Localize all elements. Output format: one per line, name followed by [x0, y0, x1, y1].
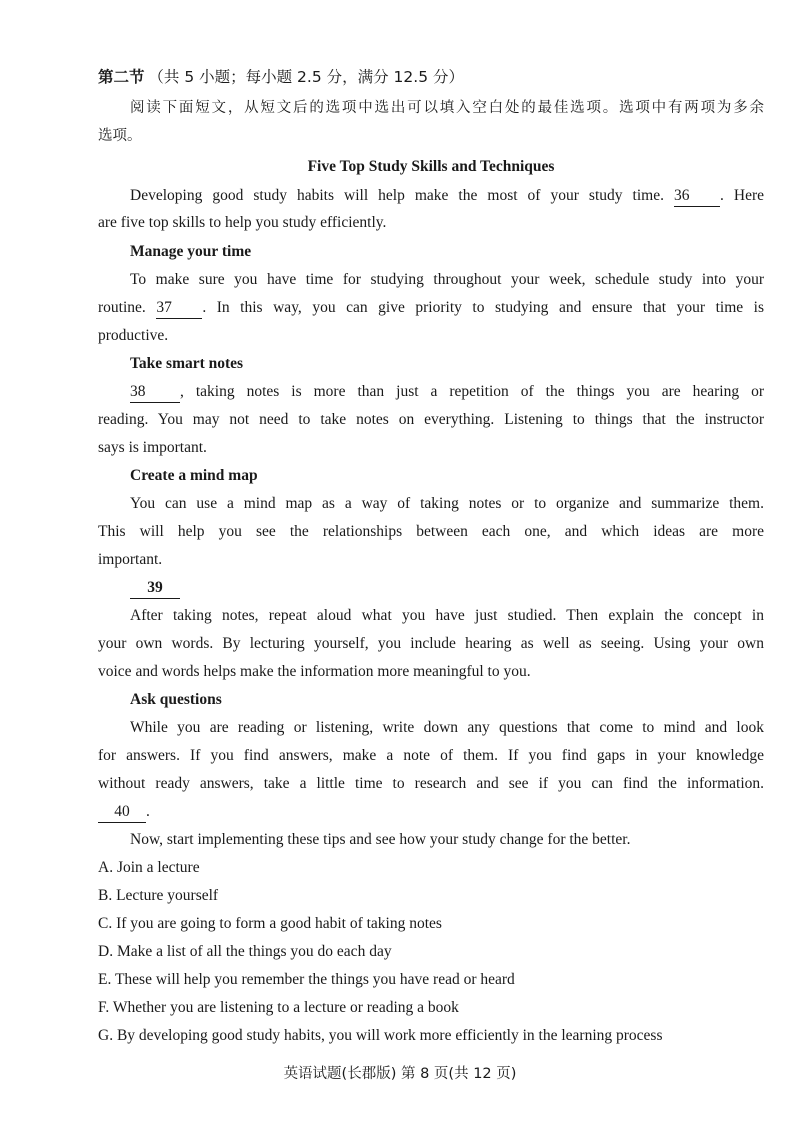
option-e: E. These will help you remember the things you have read or heard	[98, 971, 515, 988]
option-g: G. By developing good study habits, you will work more efficiently in the learning process	[98, 1027, 663, 1044]
option-d: D. Make a list of all the things you do each day	[98, 943, 392, 960]
para3-line-1: You can use a mind map as a way of taking notes or to organize and summarize them.	[130, 495, 764, 512]
para5-line-3: without ready answers, take a little time to research and see if you can find the information.	[98, 775, 764, 792]
instructions-line-1: 阅读下面短文，从短文后的选项中选出可以填入空白处的最佳选项。选项中有两项为多余	[130, 100, 764, 116]
passage-title: Five Top Study Skills and Techniques	[307, 158, 555, 175]
intro-line-2: are five top skills to help you study efficiently.	[98, 214, 387, 231]
intro-text-end: . Here	[719, 187, 764, 204]
para2-line-1	[98, 381, 764, 403]
instructions-line-2: 选项。	[98, 128, 142, 144]
section-info: （共 5 小题；每小题 2.5 分，满分 12.5 分）	[148, 68, 464, 86]
para1-text: routine.	[98, 299, 146, 316]
intro-text: Developing good study habits will help make the most of your study time.	[130, 187, 664, 204]
para1-line-3: productive.	[98, 327, 169, 344]
heading-smart-notes: Take smart notes	[130, 355, 244, 372]
option-c: C. If you are going to form a good habit of taking notes	[98, 915, 442, 932]
option-a: A. Join a lecture	[98, 859, 200, 876]
para3-line-3: important.	[98, 551, 163, 568]
section-header	[98, 66, 764, 89]
para4-line-1: After taking notes, repeat aloud what you have just studied. Then explain the concept in	[130, 607, 764, 624]
para4-line-3: voice and words helps make the information more meaningful to you.	[98, 663, 531, 680]
para1-text-end: . In this way, you can give priority to studying and ensure that your time is	[202, 299, 765, 316]
option-b: B. Lecture yourself	[98, 887, 219, 904]
para1-line-2	[98, 297, 764, 319]
blank-36: 36	[674, 187, 720, 207]
para5-line-4	[98, 801, 764, 823]
blank-40: 40	[98, 803, 146, 823]
para3-line-2: This will help you see the relationships between each one, and which ideas are more	[98, 523, 764, 540]
blank-39: 39	[130, 579, 180, 599]
para2-text: , taking notes is more than just a repetition of the things you are hearing or	[180, 383, 764, 400]
heading-manage-time: Manage your time	[130, 243, 252, 260]
section-label: 第二节	[98, 68, 145, 86]
blank-37: 37	[156, 299, 202, 319]
page-footer: 英语试题(长郡版) 第 8 页(共 12 页)	[283, 1066, 517, 1082]
para5-line-2: for answers. If you find answers, make a note of them. If you find gaps in your knowledge	[98, 747, 764, 764]
intro-line-1	[98, 185, 764, 207]
heading-line-39	[98, 577, 764, 599]
option-f: F. Whether you are listening to a lecture or reading a book	[98, 999, 459, 1016]
para5-line-1: While you are reading or listening, write down any questions that come to mind and look	[130, 719, 764, 736]
heading-mind-map: Create a mind map	[130, 467, 258, 484]
closing-line: Now, start implementing these tips and see how your study change for the better.	[130, 831, 631, 848]
para2-line-3: says is important.	[98, 439, 207, 456]
heading-ask-questions: Ask questions	[130, 691, 222, 708]
blank-38: 38	[130, 383, 180, 403]
para2-line-2: reading. You may not need to take notes on everything. Listening to things that the instructor	[98, 411, 764, 428]
para1-line-1: To make sure you have time for studying throughout your week, schedule study into your	[130, 271, 764, 288]
para5-text-end: .	[146, 803, 150, 820]
para4-line-2: your own words. By lecturing yourself, you include hearing as well as seeing. Using your own	[98, 635, 764, 652]
